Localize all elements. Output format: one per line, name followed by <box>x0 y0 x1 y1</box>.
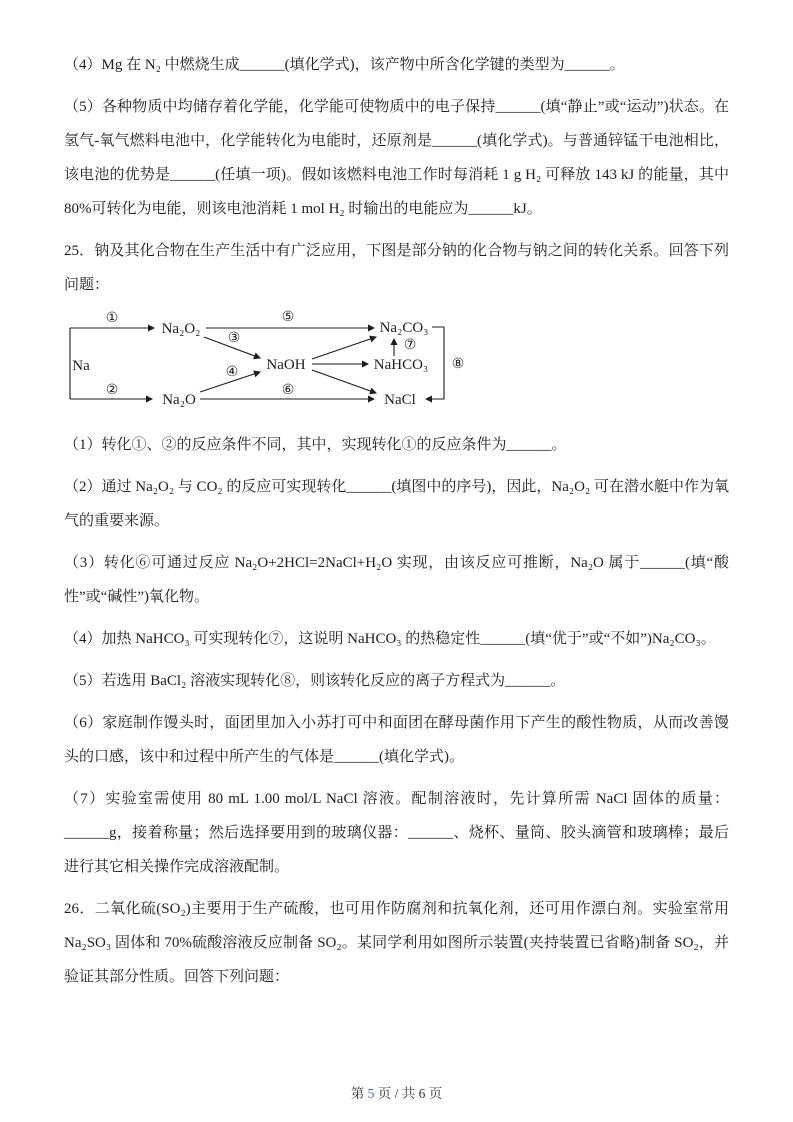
diagram-step-3-label: ③ <box>227 331 241 346</box>
question-26-intro: 26．二氧化硫(SO₂)主要用于生产硫酸，也可用作防腐剂和抗氧化剂，还可用作漂白剂。实验室常用 Na₂SO₃ 固体和 70%硫酸溶液反应制备 SO₂。某同学利用如图所示装置(夹持装置已省略)制备 SO₂，并验证其部分性质。回答下列问题： <box>64 901 729 985</box>
footer-middle: 页 / 共 <box>374 1086 419 1101</box>
footer-suffix: 页 <box>425 1086 443 1101</box>
diagram-step-1-label: ① <box>105 311 119 326</box>
diagram-step-7-label: ⑦ <box>403 338 417 353</box>
diagram-node-na2o: Na₂O <box>162 392 196 408</box>
diagram-node-nacl: NaCl <box>384 392 416 408</box>
sodium-conversion-diagram <box>64 310 729 422</box>
diagram-step-8-label: ⑧ <box>451 357 465 372</box>
diagram-svg <box>64 310 494 422</box>
question-25-item-3: （3）转化⑥可通过反应 Na₂O+2HCl=2NaCl+H₂O 实现，由该反应可推断，Na₂O 属于______(填“酸性”或“碱性”)氧化物。 <box>64 555 729 605</box>
diagram-step-6-label: ⑥ <box>281 383 295 398</box>
question-25-intro: 25．钠及其化合物在生产生活中有广泛应用，下图是部分钠的化合物与钠之间的转化关系。回答下列问题： <box>64 243 729 293</box>
diagram-node-naoh: NaOH <box>266 357 306 373</box>
diagram-step-5-label: ⑤ <box>281 310 295 325</box>
footer-prefix: 第 <box>350 1086 368 1101</box>
diagram-node-na2co3: Na₂CO₃ <box>379 320 429 336</box>
diagram-node-nahco3: NaHCO₃ <box>373 357 429 373</box>
diagram-step-4-label: ④ <box>225 365 239 380</box>
page-footer <box>0 1082 793 1102</box>
question-24-item-5: （5）各种物质中均储存着化学能，化学能可使物质中的电子保持______(填“静止”或“运动”)状态。在氢气-氧气燃料电池中，化学能转化为电能时，还原剂是______(填化学式)。与普通锌锰干电池相比，该电池的优势是______(任填一项)。假如该燃料电池工作时每消耗 1 g H₂ 可释放 143 kJ 的能量，其中 80%可转化为电能，则该电池消耗 1 mol H₂ 时输出的电能应为______kJ。 <box>64 99 729 217</box>
footer-total-page-number: 6 <box>418 1086 426 1101</box>
footer-current-page-number: 5 <box>367 1086 375 1101</box>
question-25-item-6: （6）家庭制作馒头时，面团里加入小苏打可中和面团在酵母菌作用下产生的酸性物质，从而改善馒头的口感，该中和过程中所产生的气体是______(填化学式)。 <box>64 715 729 765</box>
diagram-node-na: Na <box>72 358 90 374</box>
question-25-item-1: （1）转化①、②的反应条件不同，其中，实现转化①的反应条件为______。 <box>64 437 567 453</box>
question-25-item-5: （5）若选用 BaCl₂ 溶液实现转化⑧，则该转化反应的离子方程式为______。 <box>64 673 566 689</box>
question-25-item-4: （4）加热 NaHCO₃ 可实现转化⑦，这说明 NaHCO₃ 的热稳定性______(填“优于”或“不如”)Na₂CO₃。 <box>64 631 716 647</box>
question-24-item-4: （4）Mg 在 N₂ 中燃烧生成______(填化学式)，该产物中所含化学键的类型为______。 <box>64 57 625 73</box>
diagram-step-2-label: ② <box>105 383 119 398</box>
question-25-item-7: （7）实验室需使用 80 mL 1.00 mol/L NaCl 溶液。配制溶液时，先计算所需 NaCl 固体的质量：______g，接着称量；然后选择要用到的玻璃仪器：______、烧杯、量筒、胶头滴管和玻璃棒；最后进行其它相关操作完成溶液配制。 <box>64 791 729 875</box>
question-25-item-2: （2）通过 Na₂O₂ 与 CO₂ 的反应可实现转化______(填图中的序号)，因此，Na₂O₂ 可在潜水艇中作为氧气的重要来源。 <box>64 479 729 529</box>
diagram-node-na2o2: Na₂O₂ <box>161 321 201 337</box>
